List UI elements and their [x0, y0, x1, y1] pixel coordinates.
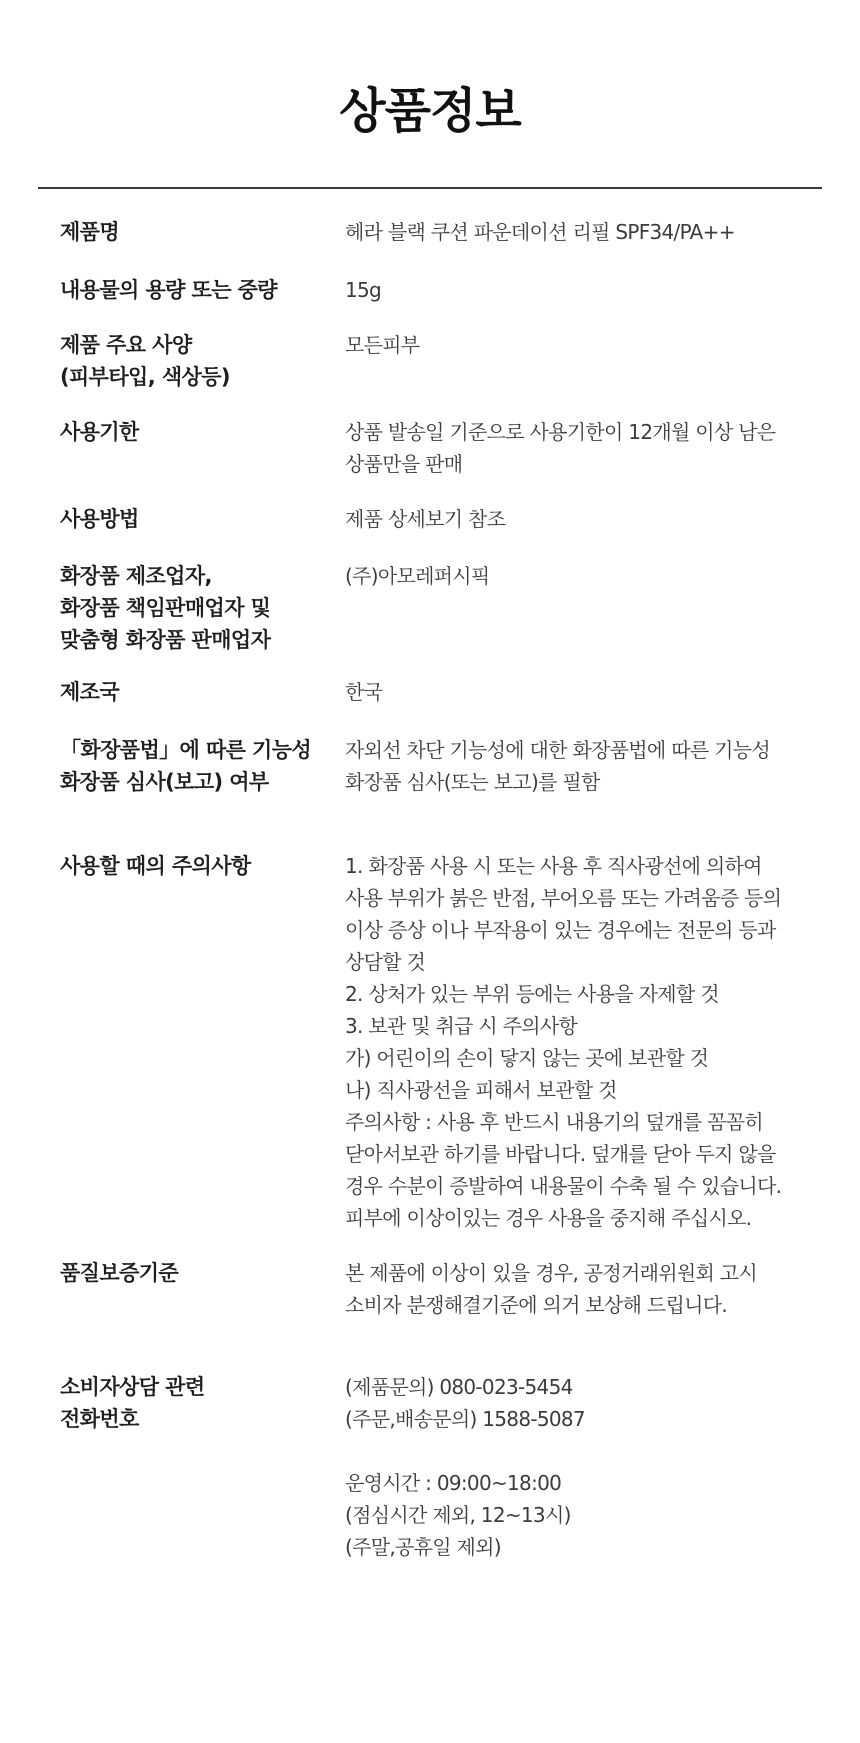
- info-value-line: 3. 보관 및 취급 시 주의사항: [345, 1014, 578, 1038]
- info-value-line: 한국: [345, 680, 383, 704]
- info-label-line: 사용방법: [60, 507, 139, 531]
- info-value: [345, 1257, 810, 1321]
- info-value: [345, 676, 810, 708]
- info-label: [60, 1257, 340, 1289]
- info-value: [345, 216, 810, 248]
- info-value-line: 1. 화장품 사용 시 또는 사용 후 직사광선에 의하여: [345, 854, 762, 878]
- info-value: [345, 734, 810, 798]
- info-label-line: 품질보증기준: [60, 1261, 179, 1285]
- info-label-line: 제조국: [60, 680, 120, 704]
- info-value-line: 15g: [345, 278, 382, 302]
- info-value: [345, 1371, 810, 1563]
- info-label-line: 제품명: [60, 220, 120, 244]
- info-value-line: 닫아서보관 하기를 바랍니다. 덮개를 닫아 두지 않을: [345, 1142, 776, 1166]
- info-label: [60, 416, 340, 448]
- info-label-line: 화장품 심사(보고) 여부: [60, 770, 269, 794]
- info-value: [345, 416, 810, 480]
- info-value: [345, 850, 810, 1234]
- info-value-line: 제품 상세보기 참조: [345, 507, 506, 531]
- info-label: [60, 560, 340, 656]
- info-value-line: (점심시간 제외, 12~13시): [345, 1503, 571, 1527]
- info-label-line: 사용할 때의 주의사항: [60, 854, 251, 878]
- info-value: [345, 329, 810, 361]
- info-label-line: 맞춤형 화장품 판매업자: [60, 628, 271, 652]
- info-value-line: (주말,공휴일 제외): [345, 1535, 501, 1559]
- info-label: [60, 1371, 340, 1435]
- info-label: [60, 274, 340, 306]
- info-value-gap: [345, 1435, 810, 1467]
- info-value-line: 헤라 블랙 쿠션 파운데이션 리필 SPF34/PA++: [345, 220, 735, 244]
- info-label-line: (피부타입, 색상등): [60, 365, 230, 389]
- info-label: [60, 216, 340, 248]
- info-label: [60, 676, 340, 708]
- info-label-line: 전화번호: [60, 1407, 139, 1431]
- info-label: [60, 850, 340, 882]
- info-value-line: 피부에 이상이있는 경우 사용을 중지해 주십시오.: [345, 1206, 752, 1230]
- info-value-line: (주문,배송문의) 1588-5087: [345, 1407, 585, 1431]
- page-title: 상품정보: [339, 83, 521, 139]
- info-value-line: 나) 직사광선을 피해서 보관할 것: [345, 1078, 617, 1102]
- info-value-line: (제품문의) 080-023-5454: [345, 1375, 573, 1399]
- info-label-line: 화장품 제조업자,: [60, 564, 212, 588]
- info-value: [345, 274, 810, 306]
- info-value-line: (주)아모레퍼시픽: [345, 564, 490, 588]
- info-label-line: 내용물의 용량 또는 중량: [60, 278, 277, 302]
- info-value-line: 화장품 심사(또는 보고)를 필함: [345, 770, 600, 794]
- info-value-line: 상품 발송일 기준으로 사용기한이 12개월 이상 남은: [345, 420, 776, 444]
- info-value-line: 이상 증상 이나 부작용이 있는 경우에는 전문의 등과: [345, 918, 776, 942]
- info-value-line: 2. 상처가 있는 부위 등에는 사용을 자제할 것: [345, 982, 719, 1006]
- info-value-line: 소비자 분쟁해결기준에 의거 보상해 드립니다.: [345, 1293, 728, 1317]
- info-label: [60, 329, 340, 393]
- info-value-line: 가) 어린이의 손이 닿지 않는 곳에 보관할 것: [345, 1046, 709, 1070]
- info-value-line: 본 제품에 이상이 있을 경우, 공정거래위원회 고시: [345, 1261, 758, 1285]
- info-value-line: 경우 수분이 증발하여 내용물이 수축 될 수 있습니다.: [345, 1174, 782, 1198]
- info-value-line: 사용 부위가 붉은 반점, 부어오름 또는 가려움증 등의: [345, 886, 782, 910]
- info-label-line: 화장품 책임판매업자 및: [60, 596, 271, 620]
- info-value: [345, 560, 810, 592]
- info-label: [60, 734, 340, 798]
- info-label-line: 「화장품법」에 따른 기능성: [60, 738, 312, 762]
- info-value-line: 주의사항 : 사용 후 반드시 내용기의 덮개를 꼼꼼히: [345, 1110, 764, 1134]
- title-divider: [38, 187, 822, 189]
- info-value-line: 상품만을 판매: [345, 452, 463, 476]
- info-value-line: 상담할 것: [345, 950, 426, 974]
- info-label-line: 사용기한: [60, 420, 139, 444]
- info-value-line: 모든피부: [345, 333, 420, 357]
- info-value-line: 운영시간 : 09:00~18:00: [345, 1471, 562, 1495]
- info-label-line: 제품 주요 사양: [60, 333, 192, 357]
- info-label-line: 소비자상담 관련: [60, 1375, 205, 1399]
- info-value-line: 자외선 차단 기능성에 대한 화장품법에 따른 기능성: [345, 738, 770, 762]
- info-label: [60, 503, 340, 535]
- info-value: [345, 503, 810, 535]
